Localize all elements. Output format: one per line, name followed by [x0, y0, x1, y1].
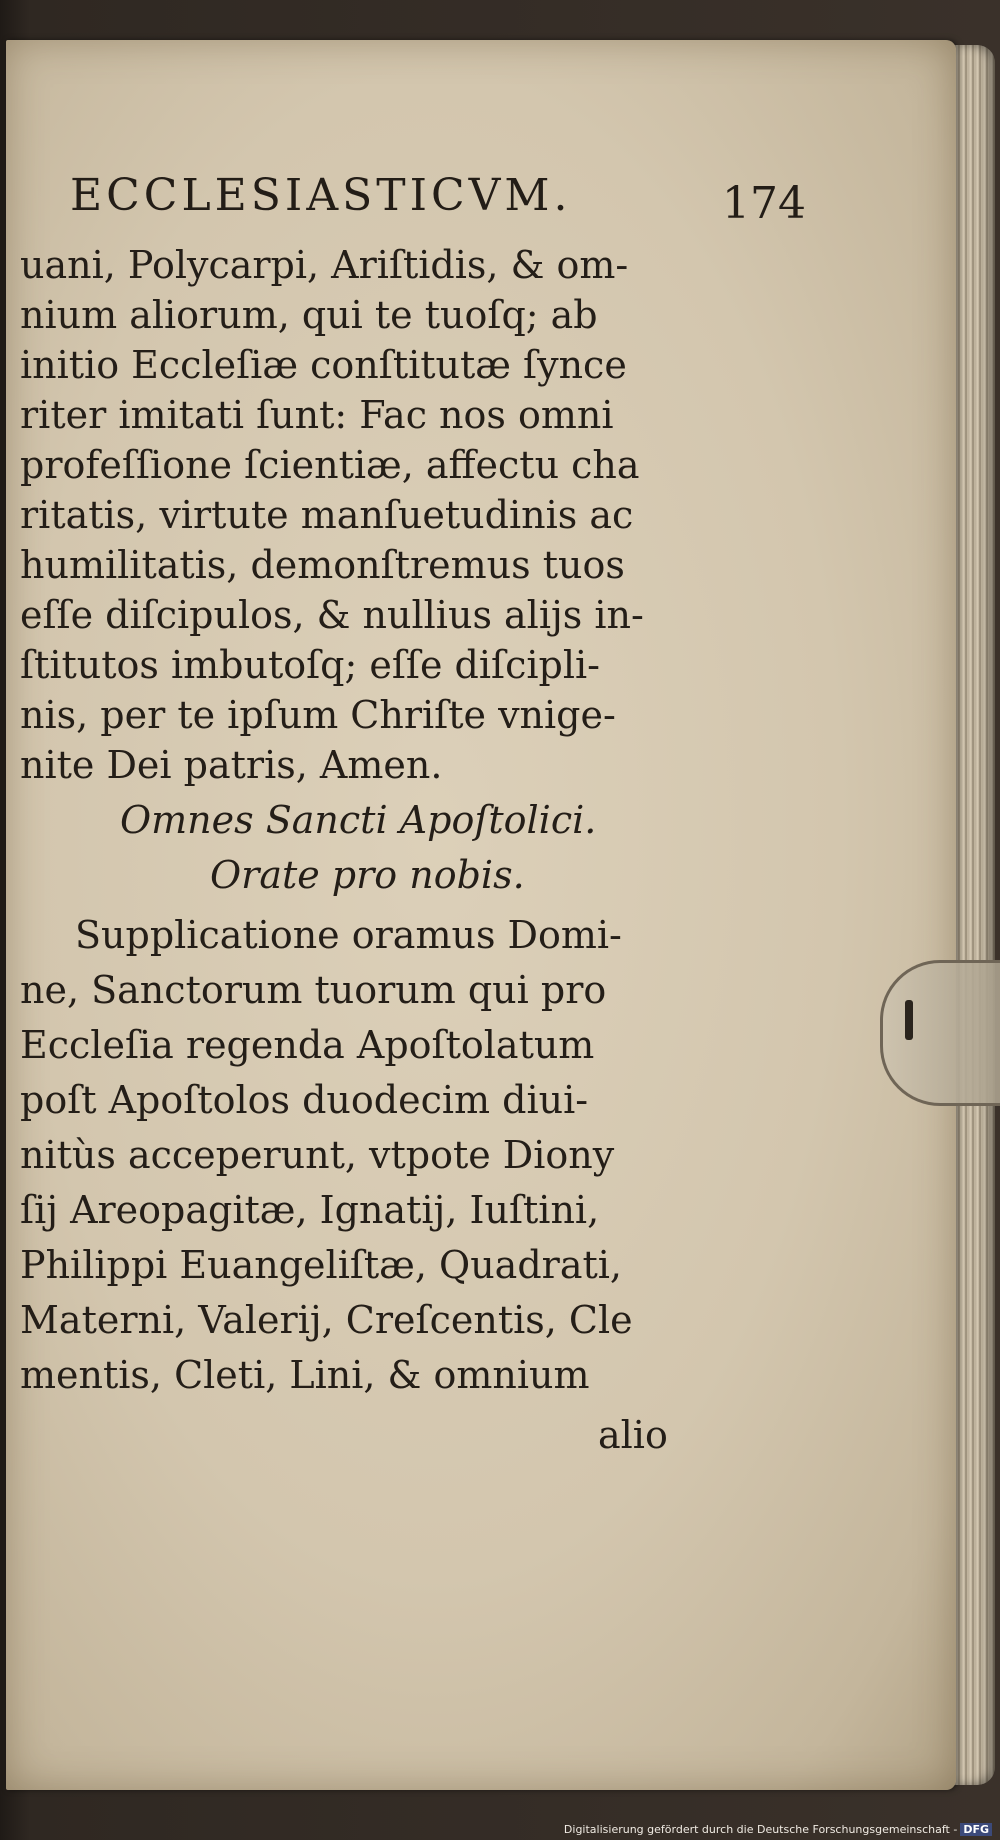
- text-line: ne, Sanctorum tuorum qui pro: [20, 968, 607, 1012]
- digitization-credit: [564, 1823, 992, 1836]
- text-line: mentis, Cleti, Lini, & omnium: [20, 1353, 590, 1397]
- text-line: initio Eccleſiæ conſtitutæ ſynce: [20, 343, 627, 387]
- text-line: poſt Apoſtolos duodecim diui-: [20, 1078, 589, 1122]
- text-line: nis, per te ipſum Chriſte vnige-: [20, 693, 616, 737]
- text-line: Eccleſia regenda Apoſtolatum: [20, 1023, 595, 1067]
- text-line: profeſſione ſcientiæ, affectu cha: [20, 443, 640, 487]
- text-line: ſtitutos imbutoſq; eſſe diſcipli-: [20, 643, 601, 687]
- dfg-logo: DFG: [960, 1823, 992, 1836]
- text-line: Supplicatione oramus Domi-: [75, 913, 622, 957]
- clasp-mark: [905, 1000, 913, 1040]
- text-line: nium aliorum, qui te tuoſq; ab: [20, 293, 598, 337]
- text-line: humilitatis, demonſtremus tuos: [20, 543, 625, 587]
- text-line: riter imitati ſunt: Fac nos omni: [20, 393, 614, 437]
- text-line: ritatis, virtute manſuetudinis ac: [20, 493, 634, 537]
- litany-response: Orate pro nobis.: [210, 853, 525, 897]
- text-line: Materni, Valerij, Creſcentis, Cle: [20, 1298, 633, 1342]
- text-line: uani, Polycarpi, Ariſtidis, & om-: [20, 243, 629, 287]
- running-title: ECCLESIASTICVM.: [70, 170, 572, 221]
- text-line: ſij Areopagitæ, Ignatij, Iuſtini,: [20, 1188, 600, 1232]
- credit-text: Digitalisierung gefördert durch die Deutsche Forschungsgemeinschaft -: [563, 1823, 958, 1836]
- text-line: eſſe diſcipulos, & nullius alijs in-: [20, 593, 644, 637]
- catchword: alio: [598, 1413, 668, 1457]
- text-line: nitùs acceperunt, vtpote Diony: [20, 1133, 615, 1177]
- text-line: nite Dei patris, Amen.: [20, 743, 443, 787]
- page-number: 174: [722, 178, 806, 229]
- litany-invocation: Omnes Sancti Apoſtolici.: [120, 798, 597, 842]
- text-line: Philippi Euangeliſtæ, Quadrati,: [20, 1243, 622, 1287]
- book-clasp: [880, 960, 1000, 1106]
